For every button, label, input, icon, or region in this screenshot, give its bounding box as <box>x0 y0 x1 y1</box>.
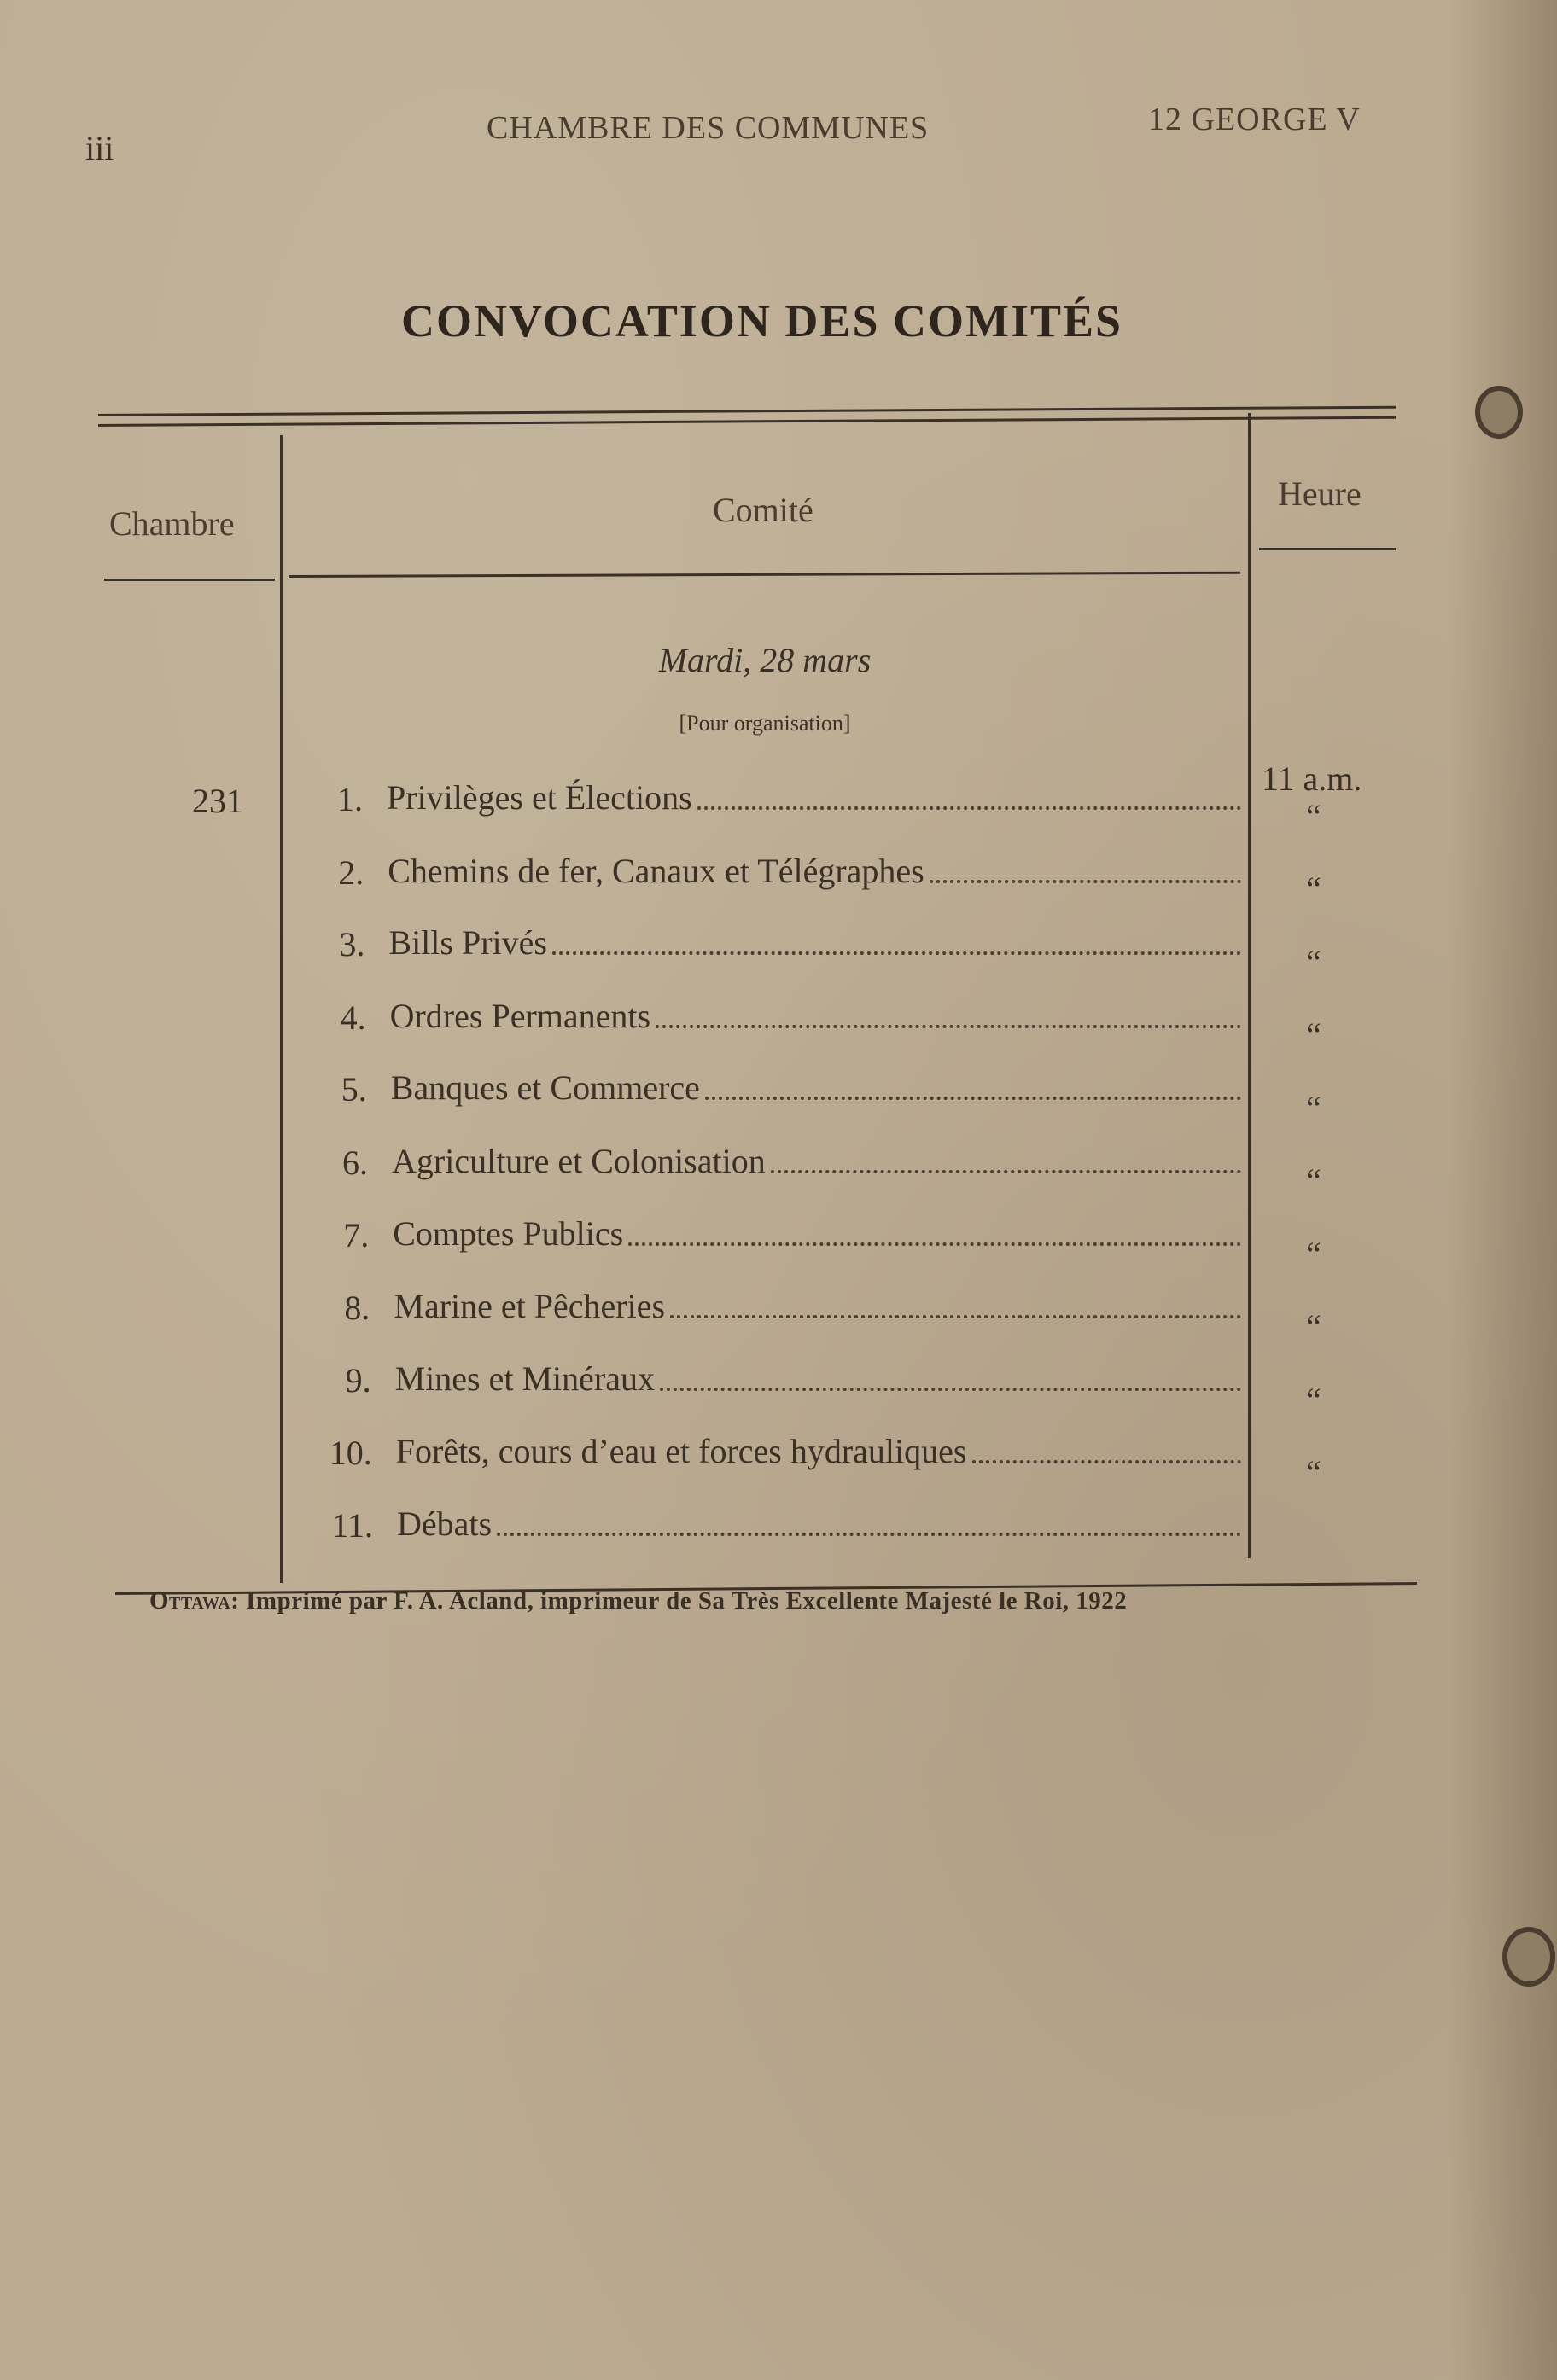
row-number: 1. <box>337 780 363 818</box>
row-leader-dots <box>552 951 1241 955</box>
row-heure: “ <box>1306 797 1321 835</box>
row-leader-dots <box>656 1025 1241 1028</box>
row-committee-name: Bills Privés <box>388 923 547 963</box>
comite-header-rule <box>289 572 1240 578</box>
row-number: 8. <box>344 1289 370 1328</box>
row-heure: “ <box>1306 1235 1321 1273</box>
row-leader-dots <box>705 1097 1241 1100</box>
heure-header-rule <box>1259 548 1396 550</box>
row-heure: “ <box>1306 1089 1321 1127</box>
imprint-city: Ottawa <box>149 1587 231 1615</box>
top-double-rule-2 <box>98 416 1396 427</box>
column-header-comite: Comité <box>713 491 813 529</box>
row-number: 6. <box>342 1143 368 1182</box>
row-heure: “ <box>1306 943 1321 981</box>
row-heure: “ <box>1306 1161 1321 1200</box>
table-row <box>0 1235 1557 1335</box>
top-double-rule-1 <box>98 406 1396 416</box>
row-heure: “ <box>1306 870 1321 908</box>
row-leader-dots <box>972 1460 1241 1463</box>
regnal-year: 12 GEORGE V <box>1148 102 1361 137</box>
column-header-chambre: Chambre <box>109 504 235 543</box>
row-heure: “ <box>1306 1307 1321 1346</box>
row-leader-dots <box>497 1533 1241 1536</box>
row-number: 7. <box>343 1215 370 1254</box>
row-number: 3. <box>339 925 365 964</box>
row-number: 5. <box>341 1070 367 1109</box>
row-committee-name: Agriculture et Colonisation <box>392 1142 766 1180</box>
imprint-text: Imprimé par F. A. Acland, imprimeur de Sa Très Excellente Majesté le Roi, 1922 <box>246 1587 1128 1615</box>
binding-hole-bottom <box>1502 1927 1555 1987</box>
meeting-note: [Pour organisation] <box>679 711 851 736</box>
row-leader-dots <box>771 1170 1241 1173</box>
row-number: 10. <box>329 1434 372 1473</box>
table-row <box>0 1089 1557 1189</box>
column-header-heure: Heure <box>1278 474 1362 513</box>
running-head: CHAMBRE DES COMMUNES <box>487 110 930 146</box>
row-heure: “ <box>1306 1453 1321 1492</box>
row-heure: “ <box>1306 1381 1321 1419</box>
row-committee-name: Chemins de fer, Canaux et Télégraphes <box>388 851 924 890</box>
table-row <box>0 1307 1557 1407</box>
printer-imprint: Ottawa: Imprimé par F. A. Acland, imprimeur de Sa Très Excellente Majesté le Roi, 1922 <box>149 1587 1128 1615</box>
row-committee-name: Banques et Commerce <box>390 1068 700 1108</box>
row-committee-name: Mines et Minéraux <box>394 1359 655 1398</box>
row-number: 11. <box>331 1506 373 1545</box>
row-leader-dots <box>670 1315 1241 1318</box>
row-committee-name: Marine et Pêcheries <box>394 1287 666 1326</box>
row-committee-name: Ordres Permanents <box>389 996 651 1035</box>
page-title: CONVOCATION DES COMITÉS <box>401 295 1123 346</box>
row-chambre: 231 <box>192 782 243 820</box>
row-leader-dots <box>628 1242 1241 1246</box>
table-row <box>0 1381 1557 1481</box>
row-leader-dots <box>660 1388 1241 1391</box>
meeting-date: Mardi, 28 mars <box>658 641 872 679</box>
row-number: 4. <box>340 998 366 1037</box>
row-leader-dots <box>697 806 1241 810</box>
page-number: iii <box>85 129 114 167</box>
row-heure: 11 a.m. <box>1262 759 1362 798</box>
row-committee-name: Forêts, cours d’eau et forces hydrauliques <box>395 1432 967 1471</box>
binding-hole-top <box>1475 386 1523 439</box>
row-leader-dots <box>930 880 1241 883</box>
row-committee-name: Privilèges et Élections <box>387 778 692 817</box>
row-committee-name: Comptes Publics <box>393 1213 624 1253</box>
table-row <box>0 759 1557 823</box>
chambre-header-rule <box>104 579 275 581</box>
row-heure: “ <box>1306 1015 1321 1054</box>
row-number: 9. <box>345 1360 371 1399</box>
row-committee-name: Débats <box>397 1504 493 1543</box>
row-number: 2. <box>338 852 364 892</box>
